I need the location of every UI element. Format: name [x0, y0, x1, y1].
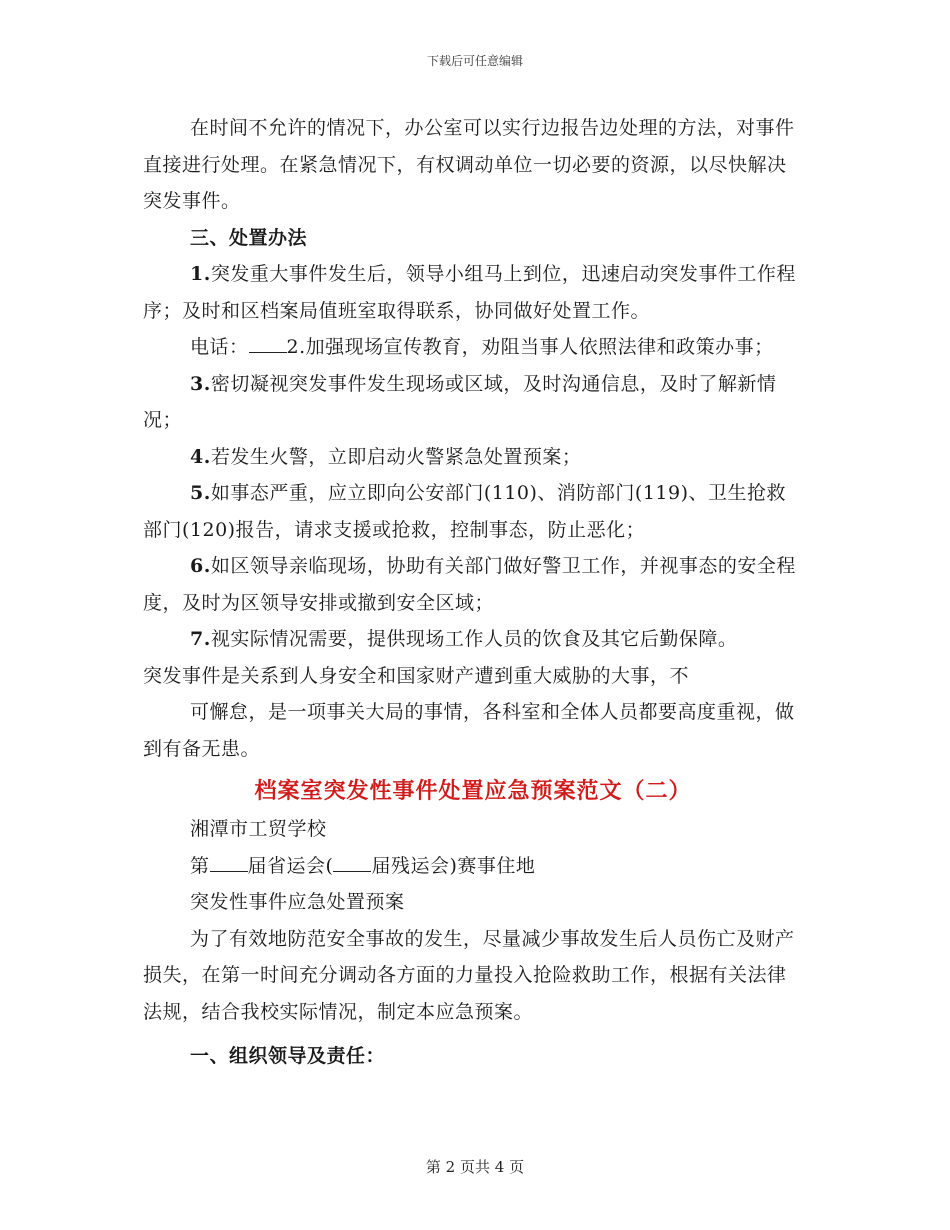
page-footer: 第 2 页共 4 页	[425, 1158, 525, 1176]
item-text: 2.加强现场宣传教育，劝阻当事人依照法律和政策办事；	[286, 336, 774, 358]
item-text: 若发生火警，立即启动火警紧急处置预案；	[210, 445, 582, 468]
page-header: 下载后可任意编辑	[426, 54, 523, 68]
item-text: 突发重大事件发生后，领导小组马上到位，迅速启动突发事件工作程序；及时和区档案局值班室取得联系，协同做好处置工作。	[143, 263, 796, 322]
school-name: 湘潭市工贸学校	[190, 818, 327, 840]
paragraph-intro: 为了有效地防范安全事故的发生，尽量减少事故发生后人员伤亡及财产损失，在第一时间充分调动各方面的力量投入抢险救助工作，根据有关法律法规，结合我校实际情况，制定本应急预案。	[143, 927, 795, 1023]
document-body	[143, 110, 803, 1075]
paragraph-tail-1: 突发事件是关系到人身安全和国家财产遭到重大威胁的大事，不	[143, 664, 690, 687]
list-item	[143, 366, 803, 439]
paragraph-authority: 在时间不允许的情况下，办公室可以实行边报告边处理的方法，对事件直接进行处理。在紧急情况下，有权调动单位一切必要的资源，以尽快解决突发事件。	[143, 117, 795, 212]
item-text: 密切凝视突发事件发生现场或区域，及时沟通信息，及时了解新情况；	[143, 372, 777, 431]
paragraph-tail-2: 可懈怠，是一项事关大局的事情，各科室和全体人员都要高度重视，做到有备无患。	[143, 701, 795, 760]
item-number: 3.	[190, 372, 211, 395]
item-number: 6.	[190, 555, 211, 577]
list-item	[143, 475, 803, 548]
section-heading-organization: 一、组织领导及责任：	[190, 1045, 386, 1067]
list-item	[143, 621, 803, 658]
phone-label: 电话：	[190, 336, 249, 358]
list-item	[143, 256, 803, 329]
edition-blank-2	[333, 855, 371, 872]
plan-name: 突发性事件应急处置预案	[190, 891, 405, 913]
item-number: 7.	[190, 628, 211, 650]
item-number: 1.	[190, 263, 211, 285]
document-title-2: 档案室突发性事件处置应急预案范文（二）	[254, 778, 692, 804]
event-line	[143, 848, 803, 885]
item-number: 5.	[190, 482, 211, 504]
list-item	[143, 329, 803, 366]
list-item	[143, 439, 803, 476]
item-text: 如区领导亲临现场，协助有关部门做好警卫工作，并视事态的安全程度，及时为区领导安排或撤到安全区域；	[143, 555, 796, 614]
event-line-a: 第	[190, 854, 210, 877]
phone-blank	[249, 336, 287, 353]
list-item	[143, 548, 803, 621]
item-text: 如事态严重，应立即向公安部门(110)、消防部门(119)、卫生抢救部门(120)报告，请求支援或抢救，控制事态，防止恶化；	[143, 482, 787, 541]
event-line-c: 届残运会)赛事住地	[371, 854, 536, 877]
item-text: 视实际情况需要，提供现场工作人员的饮食及其它后勤保障。	[210, 628, 738, 650]
event-line-b: 届省运会(	[247, 854, 334, 877]
item-number: 4.	[190, 445, 211, 468]
edition-blank	[210, 855, 248, 872]
section-heading-disposal: 三、处置办法	[190, 226, 308, 249]
